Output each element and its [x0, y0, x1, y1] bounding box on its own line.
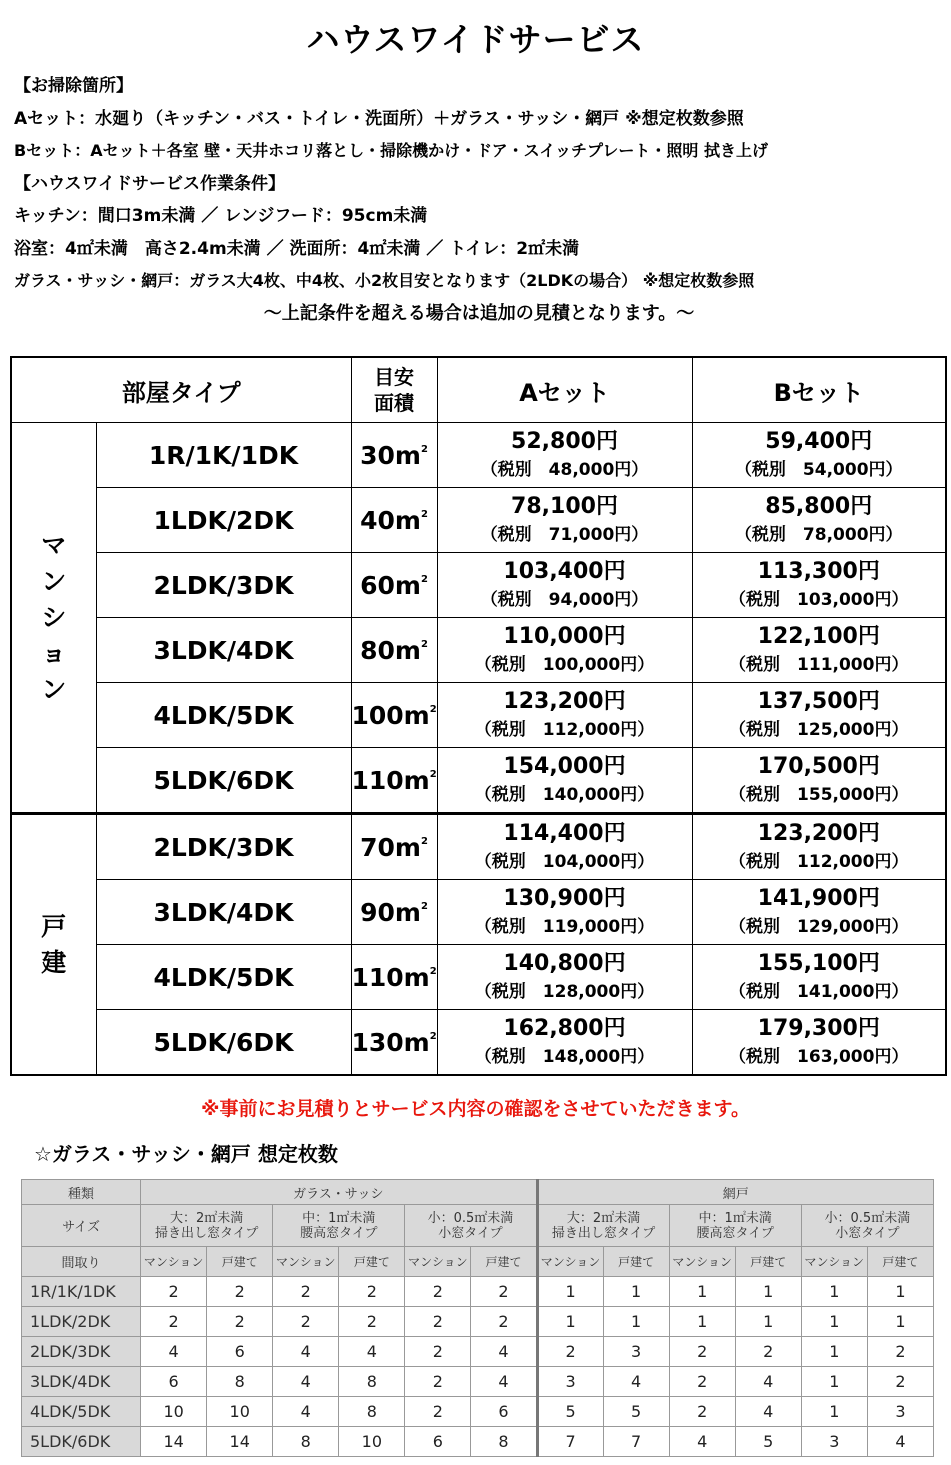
glass-count-cell: 6	[207, 1337, 273, 1367]
price-row	[11, 814, 946, 880]
glass-count-cell: 4	[669, 1427, 735, 1457]
glass-count-cell: 4	[471, 1337, 537, 1367]
glass-row	[22, 1427, 934, 1457]
glass-count-cell: 3	[801, 1427, 867, 1457]
glass-subheader: マンション	[801, 1247, 867, 1277]
glass-count-cell: 8	[471, 1427, 537, 1457]
category-label: マ ン シ ョ ン	[11, 423, 96, 814]
glass-count-cell: 4	[735, 1367, 801, 1397]
glass-count-cell: 6	[141, 1367, 207, 1397]
price-table	[10, 356, 947, 1076]
glass-size-header: 大：2㎡未満 掃き出し窓タイプ	[537, 1205, 669, 1247]
glass-count-cell: 1	[801, 1337, 867, 1367]
glass-row-label-layout: 間取り	[22, 1247, 141, 1277]
glass-count-cell: 10	[207, 1397, 273, 1427]
glass-count-cell: 8	[339, 1367, 405, 1397]
area-cell: $80m^2$	[351, 618, 437, 683]
area-cell: $40m^2$	[351, 488, 437, 553]
glass-row	[22, 1397, 934, 1427]
glass-row	[22, 1367, 934, 1397]
glass-row-label: 1LDK/2DK	[22, 1307, 141, 1337]
glass-count-cell: 4	[471, 1367, 537, 1397]
glass-count-cell: 1	[867, 1307, 933, 1337]
a-set-price-cell: 78,100円 （税別 71,000円）	[437, 488, 692, 553]
glass-count-cell: 4	[273, 1367, 339, 1397]
glass-count-cell: 1	[603, 1277, 669, 1307]
area-cell: $90m^2$	[351, 880, 437, 945]
info-heading-cleaning: 【お掃除箇所】	[14, 76, 133, 96]
glass-subheader: 戸建て	[735, 1247, 801, 1277]
a-set-price-cell: 130,900円 （税別 119,000円）	[437, 880, 692, 945]
glass-row	[22, 1307, 934, 1337]
glass-count-cell: 1	[603, 1307, 669, 1337]
glass-row-label-kind: 種類	[22, 1180, 141, 1205]
price-row	[11, 488, 946, 553]
glass-subheader: 戸建て	[603, 1247, 669, 1277]
glass-subheader: マンション	[273, 1247, 339, 1277]
room-type-cell: 1R/1K/1DK	[96, 423, 351, 488]
glass-count-cell: 5	[735, 1427, 801, 1457]
price-row	[11, 880, 946, 945]
glass-count-cell: 1	[735, 1307, 801, 1337]
glass-count-cell: 1	[801, 1367, 867, 1397]
room-type-cell: 2LDK/3DK	[96, 553, 351, 618]
info-a-set: Aセット：水廻り（キッチン・バス・トイレ・洗面所）＋ガラス・サッシ・網戸 ※想定枚数参照	[14, 108, 744, 129]
glass-count-cell: 4	[867, 1427, 933, 1457]
glass-count-cell: 10	[339, 1427, 405, 1457]
price-row	[11, 1010, 946, 1076]
glass-count-cell: 2	[405, 1337, 471, 1367]
glass-size-header: 小：0.5㎡未満 小窓タイプ	[405, 1205, 537, 1247]
glass-count-cell: 5	[603, 1397, 669, 1427]
a-set-price-cell: 154,000円 （税別 140,000円）	[437, 748, 692, 814]
glass-count-cell: 2	[405, 1397, 471, 1427]
glass-count-cell: 2	[207, 1307, 273, 1337]
b-set-price-cell: 122,100円 （税別 111,000円）	[692, 618, 946, 683]
glass-count-cell: 2	[471, 1277, 537, 1307]
glass-row-label: 2LDK/3DK	[22, 1337, 141, 1367]
glass-count-cell: 10	[141, 1397, 207, 1427]
header-room-type: 部屋タイプ	[11, 357, 351, 423]
a-set-price-cell: 140,800円 （税別 128,000円）	[437, 945, 692, 1010]
glass-count-table	[21, 1179, 934, 1457]
glass-kind-glass-sash: ガラス・サッシ	[141, 1180, 537, 1205]
glass-row	[22, 1337, 934, 1367]
glass-row-label: 4LDK/5DK	[22, 1397, 141, 1427]
glass-count-cell: 7	[603, 1427, 669, 1457]
area-cell: $130m^2$	[351, 1010, 437, 1076]
price-row	[11, 553, 946, 618]
glass-subheader: 戸建て	[471, 1247, 537, 1277]
glass-count-cell: 8	[207, 1367, 273, 1397]
glass-subheader: マンション	[141, 1247, 207, 1277]
info-extra-note: ～上記条件を超える場合は追加の見積となります。～	[263, 302, 695, 324]
glass-count-cell: 7	[537, 1427, 603, 1457]
glass-count-cell: 3	[867, 1397, 933, 1427]
glass-row-label-size: サイズ	[22, 1205, 141, 1247]
glass-subheader: 戸建て	[867, 1247, 933, 1277]
b-set-price-cell: 155,100円 （税別 141,000円）	[692, 945, 946, 1010]
info-glass: ガラス・サッシ・網戸：ガラス大4枚、中4枚、小2枚目安となります（2LDKの場合） ※想定枚数参照	[14, 271, 755, 290]
price-row	[11, 423, 946, 488]
service-info	[14, 70, 944, 330]
b-set-price-cell: 59,400円 （税別 54,000円）	[692, 423, 946, 488]
glass-count-cell: 2	[273, 1307, 339, 1337]
info-bath: 浴室：4㎡未満 高さ2.4m未満 ／ 洗面所：4㎡未満 ／ トイレ：2㎡未満	[14, 238, 580, 259]
glass-count-cell: 2	[207, 1277, 273, 1307]
glass-row-label: 1R/1K/1DK	[22, 1277, 141, 1307]
glass-count-cell: 4	[273, 1337, 339, 1367]
room-type-cell: 1LDK/2DK	[96, 488, 351, 553]
glass-count-cell: 4	[141, 1337, 207, 1367]
glass-count-cell: 6	[471, 1397, 537, 1427]
b-set-price-cell: 141,900円 （税別 129,000円）	[692, 880, 946, 945]
a-set-price-cell: 52,800円 （税別 48,000円）	[437, 423, 692, 488]
b-set-price-cell: 85,800円 （税別 78,000円）	[692, 488, 946, 553]
glass-count-cell: 2	[339, 1277, 405, 1307]
glass-count-cell: 1	[669, 1307, 735, 1337]
room-type-cell: 3LDK/4DK	[96, 880, 351, 945]
room-type-cell: 5LDK/6DK	[96, 748, 351, 814]
b-set-price-cell: 137,500円 （税別 125,000円）	[692, 683, 946, 748]
estimate-notice: ※事前にお見積りとサービス内容の確認をさせていただきます。	[201, 1098, 750, 1120]
a-set-price-cell: 110,000円 （税別 100,000円）	[437, 618, 692, 683]
header-area: 目安 面積	[351, 357, 437, 423]
glass-count-cell: 5	[537, 1397, 603, 1427]
room-type-cell: 2LDK/3DK	[96, 814, 351, 880]
price-row	[11, 683, 946, 748]
area-cell: $30m^2$	[351, 423, 437, 488]
a-set-price-cell: 123,200円 （税別 112,000円）	[437, 683, 692, 748]
glass-count-cell: 14	[141, 1427, 207, 1457]
glass-count-cell: 4	[339, 1337, 405, 1367]
glass-count-cell: 2	[273, 1277, 339, 1307]
glass-subheader: マンション	[405, 1247, 471, 1277]
a-set-price-cell: 103,400円 （税別 94,000円）	[437, 553, 692, 618]
area-cell: $100m^2$	[351, 683, 437, 748]
glass-subheader: 戸建て	[207, 1247, 273, 1277]
glass-count-cell: 2	[735, 1337, 801, 1367]
glass-size-header: 大：2㎡未満 掃き出し窓タイプ	[141, 1205, 273, 1247]
b-set-price-cell: 113,300円 （税別 103,000円）	[692, 553, 946, 618]
a-set-price-cell: 114,400円 （税別 104,000円）	[437, 814, 692, 880]
area-cell: $110m^2$	[351, 748, 437, 814]
glass-subheader: マンション	[669, 1247, 735, 1277]
glass-count-cell: 2	[471, 1307, 537, 1337]
glass-count-cell: 4	[603, 1367, 669, 1397]
glass-count-cell: 14	[207, 1427, 273, 1457]
glass-count-cell: 3	[603, 1337, 669, 1367]
header-a-set: Aセット	[437, 357, 692, 423]
glass-count-cell: 4	[273, 1397, 339, 1427]
glass-size-header: 中：1㎡未満 腰高窓タイプ	[273, 1205, 405, 1247]
b-set-price-cell: 123,200円 （税別 112,000円）	[692, 814, 946, 880]
info-b-set: Bセット：Aセット＋各室 壁・天井ホコリ落とし・掃除機かけ・ドア・スイッチプレート・照明 拭き上げ	[14, 141, 768, 160]
category-label: 戸 建	[11, 814, 96, 1076]
info-heading-conditions: 【ハウスワイドサービス作業条件】	[14, 173, 285, 194]
info-kitchen: キッチン：間口3m未満 ／ レンジフード：95cm未満	[14, 206, 428, 226]
glass-count-cell: 2	[669, 1397, 735, 1427]
area-cell: $60m^2$	[351, 553, 437, 618]
glass-count-cell: 4	[735, 1397, 801, 1427]
glass-count-cell: 2	[669, 1337, 735, 1367]
glass-count-cell: 6	[405, 1427, 471, 1457]
room-type-cell: 4LDK/5DK	[96, 945, 351, 1010]
glass-count-cell: 2	[867, 1367, 933, 1397]
glass-count-cell: 8	[273, 1427, 339, 1457]
glass-count-cell: 1	[801, 1307, 867, 1337]
room-type-cell: 5LDK/6DK	[96, 1010, 351, 1076]
glass-count-cell: 2	[405, 1307, 471, 1337]
area-cell: $110m^2$	[351, 945, 437, 1010]
price-row	[11, 945, 946, 1010]
glass-row-label: 3LDK/4DK	[22, 1367, 141, 1397]
glass-count-cell: 1	[801, 1277, 867, 1307]
header-b-set: Bセット	[692, 357, 946, 423]
price-row	[11, 618, 946, 683]
glass-table-title: ☆ガラス・サッシ・網戸 想定枚数	[34, 1142, 338, 1166]
glass-count-cell: 1	[735, 1277, 801, 1307]
glass-count-cell: 2	[405, 1277, 471, 1307]
page-title: ハウスワイドサービス	[306, 20, 645, 59]
price-row	[11, 748, 946, 814]
glass-count-cell: 2	[867, 1337, 933, 1367]
glass-count-cell: 1	[537, 1277, 603, 1307]
glass-count-cell: 2	[141, 1277, 207, 1307]
room-type-cell: 4LDK/5DK	[96, 683, 351, 748]
glass-count-cell: 2	[669, 1367, 735, 1397]
room-type-cell: 3LDK/4DK	[96, 618, 351, 683]
glass-size-header: 小：0.5㎡未満 小窓タイプ	[801, 1205, 933, 1247]
b-set-price-cell: 179,300円 （税別 163,000円）	[692, 1010, 946, 1076]
glass-subheader: マンション	[537, 1247, 603, 1277]
b-set-price-cell: 170,500円 （税別 155,000円）	[692, 748, 946, 814]
glass-count-cell: 1	[801, 1397, 867, 1427]
glass-subheader: 戸建て	[339, 1247, 405, 1277]
glass-row-label: 5LDK/6DK	[22, 1427, 141, 1457]
glass-count-cell: 2	[339, 1307, 405, 1337]
glass-row	[22, 1277, 934, 1307]
glass-count-cell: 8	[339, 1397, 405, 1427]
glass-count-cell: 2	[537, 1337, 603, 1367]
area-cell: $70m^2$	[351, 814, 437, 880]
glass-count-cell: 2	[141, 1307, 207, 1337]
glass-count-cell: 2	[405, 1367, 471, 1397]
glass-count-cell: 1	[537, 1307, 603, 1337]
glass-size-header: 中：1㎡未満 腰高窓タイプ	[669, 1205, 801, 1247]
a-set-price-cell: 162,800円 （税別 148,000円）	[437, 1010, 692, 1076]
glass-count-cell: 1	[669, 1277, 735, 1307]
glass-count-cell: 3	[537, 1367, 603, 1397]
glass-count-cell: 1	[867, 1277, 933, 1307]
glass-kind-screen: 網戸	[537, 1180, 934, 1205]
